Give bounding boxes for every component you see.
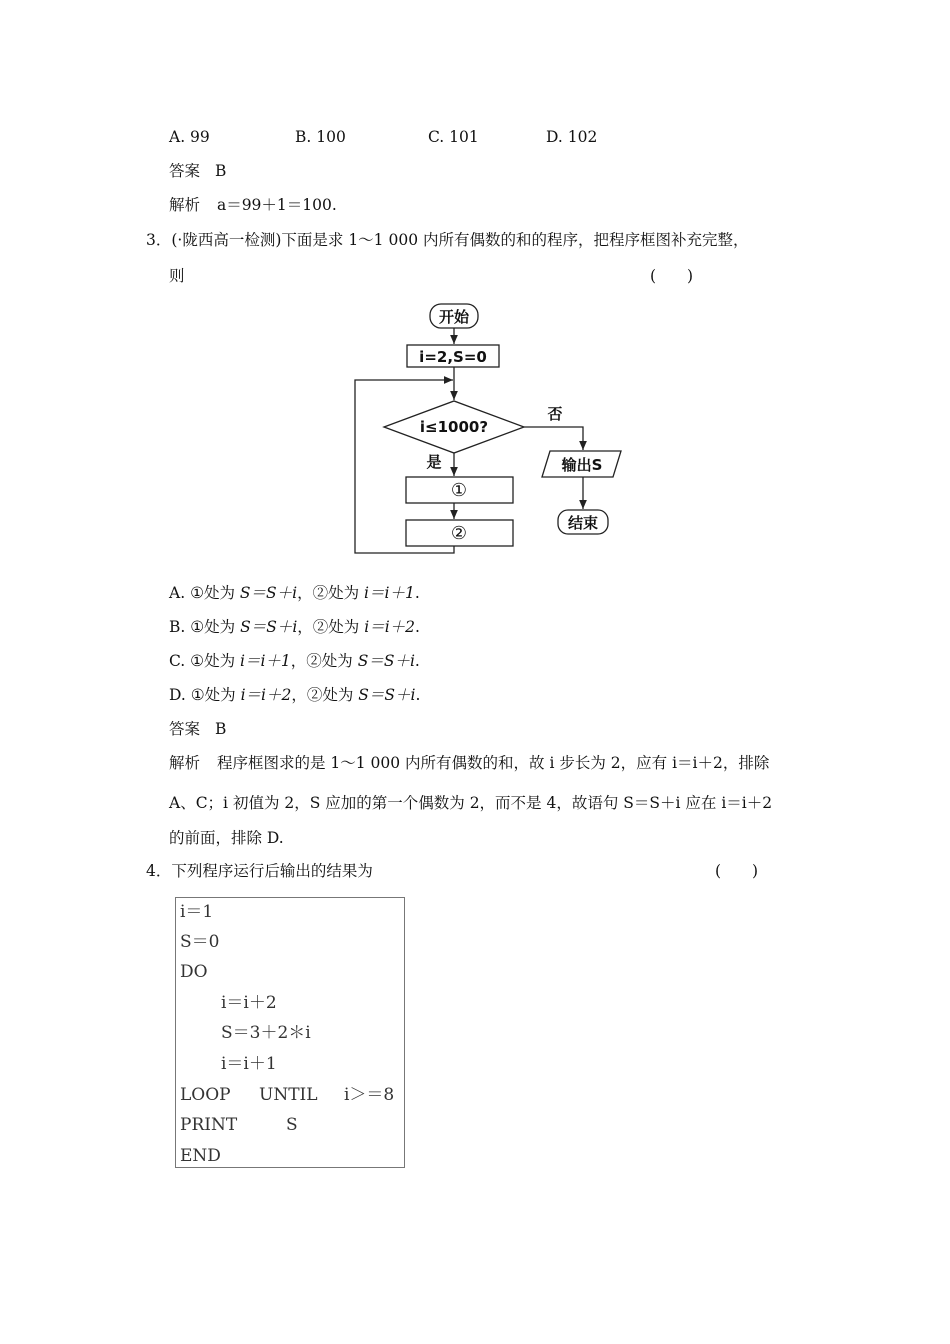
analysis-line-3: 的前面，排除 D. <box>169 829 284 847</box>
code-line-4: i＝i＋2 <box>221 993 277 1013</box>
expression-2: S＝S＋i <box>358 686 416 704</box>
option-letter: D. <box>169 686 186 704</box>
option-text: ①处为 <box>190 686 241 704</box>
arrow-no-branch <box>524 427 583 450</box>
expression-2: i＝i＋2 <box>364 618 416 636</box>
expression-1: i＝i＋2 <box>240 686 292 704</box>
expression-2: i＝i＋1 <box>364 584 415 602</box>
analysis-text: 程序框图求的是 1～1 000 内所有偶数的和，故 i 步长为 2，应有 i＝i＋2，排除 <box>216 754 770 772</box>
expression-2: S＝S＋i <box>357 652 415 670</box>
condition-label: i≤1000? <box>419 418 489 436</box>
answer-value: B <box>214 162 227 180</box>
code-line-5: S＝3＋2＊i <box>221 1023 311 1043</box>
answer-parentheses: ( ) <box>650 267 694 285</box>
code-line-3: DO <box>180 962 208 982</box>
analysis-label: 解析 <box>169 754 201 772</box>
question-number: 4． <box>146 862 172 880</box>
option-text: ，②处为 <box>297 618 365 636</box>
option-text: ，②处为 <box>297 584 365 602</box>
option-text: ，②处为 <box>291 686 359 704</box>
yes-label: 是 <box>426 453 442 471</box>
option-letter: C. <box>169 652 186 670</box>
analysis-text: a＝99＋1＝100. <box>216 196 337 214</box>
option-b <box>169 617 420 637</box>
answer-value: B <box>214 720 227 738</box>
option-a: A. 99 <box>169 128 210 146</box>
answer-parentheses: ( ) <box>715 862 759 880</box>
option-text: . <box>414 584 420 602</box>
question-text: (·陇西高一检测)下面是求 1～1 000 内所有偶数的和的程序，把程序框图补充完整， <box>171 231 749 249</box>
code-loop-keyword: LOOP <box>180 1085 231 1105</box>
code-until-keyword: UNTIL <box>259 1085 318 1105</box>
analysis-line-2: A、C；i 初值为 2，S 应加的第一个偶数为 2，而不是 4，故语句 S＝S＋i 应在 i＝i＋2 <box>169 794 773 812</box>
answer-label: 答案 <box>169 720 201 738</box>
option-text: ①处为 <box>190 584 240 602</box>
flowchart <box>350 295 640 560</box>
code-line-6: i＝i＋1 <box>221 1054 277 1074</box>
expression-1: S＝S＋i <box>239 584 298 602</box>
analysis-line <box>169 195 337 215</box>
option-text: . <box>415 618 420 636</box>
option-text: ①处为 <box>190 652 240 670</box>
option-letter: B. <box>169 618 186 636</box>
option-letter: A. <box>169 584 186 602</box>
option-text: ①处为 <box>190 618 241 636</box>
expression-1: i＝i＋1 <box>240 652 291 670</box>
option-d: D. 102 <box>546 128 598 146</box>
question-4-stem <box>146 861 373 881</box>
option-c: C. 101 <box>428 128 479 146</box>
answer-line <box>169 719 226 739</box>
output-label: 输出S <box>561 456 603 474</box>
start-label: 开始 <box>438 308 470 326</box>
code-print-arg: S <box>286 1115 298 1135</box>
no-label: 否 <box>547 405 563 423</box>
option-b: B. 100 <box>295 128 346 146</box>
analysis-line-1 <box>169 753 769 773</box>
code-until-condition: i＞＝8 <box>344 1085 395 1105</box>
question-text: 下列程序运行后输出的结果为 <box>171 862 373 880</box>
expression-1: S＝S＋i <box>240 618 298 636</box>
answer-label: 答案 <box>169 162 201 180</box>
init-label: i=2,S=0 <box>419 348 487 366</box>
program-code-box <box>175 897 405 1168</box>
question-number: 3． <box>146 231 172 249</box>
question-3-stem <box>146 230 749 250</box>
step-2-label: ② <box>450 523 468 544</box>
code-line-2: S＝0 <box>180 932 220 952</box>
step-1-label: ① <box>450 480 468 501</box>
option-text: . <box>414 652 420 670</box>
option-text: . <box>415 686 421 704</box>
option-c <box>169 651 420 671</box>
option-text: ，②处为 <box>290 652 358 670</box>
code-print-keyword: PRINT <box>180 1115 238 1135</box>
option-d <box>169 685 420 705</box>
end-label: 结束 <box>567 514 599 532</box>
answer-line <box>169 161 226 181</box>
code-line-end: END <box>180 1146 221 1166</box>
code-line-1: i＝1 <box>180 902 214 922</box>
analysis-label: 解析 <box>169 196 201 214</box>
option-a <box>169 583 420 603</box>
question-3-stem-cont: 则 <box>169 267 185 285</box>
